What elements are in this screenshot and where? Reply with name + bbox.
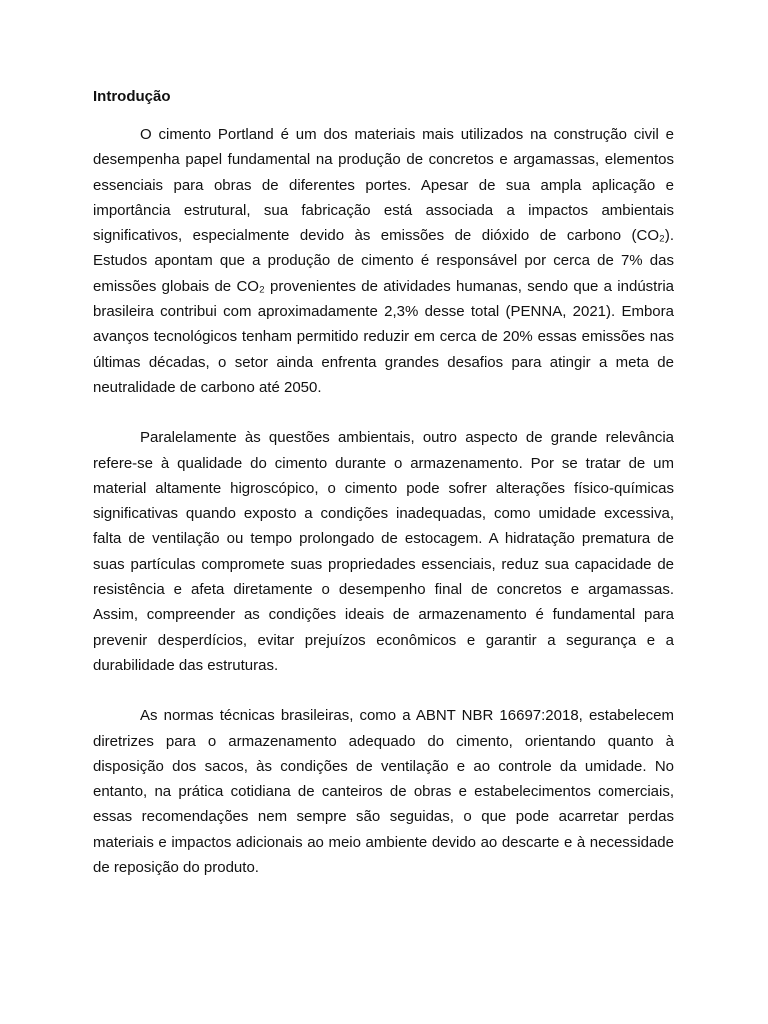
document-page: [93, 86, 674, 880]
paragraph-3: As normas técnicas brasileiras, como a ABNT NBR 16697:2018, estabelecem diretrizes para o armazenamento adequado do cimento, orientando quanto à disposição dos sacos, às condições de ventilação e ao controle da umidade. No entanto, na prática cotidiana de canteiros de obras e estabelecimentos comerciais, essas recomendações nem sempre são seguidas, o que pode acarretar perdas materiais e impactos adicionais ao meio ambiente devido ao descarte e à necessidade de reposição do produto.: [93, 707, 674, 877]
paragraph-2: Paralelamente às questões ambientais, outro aspecto de grande relevância refere-se à qualidade do cimento durante o armazenamento. Por se tratar de um material altamente higroscópico, o cimento pode sofrer alterações físico-químicas significativas quando exposto a condições inadequadas, como umidade excessiva, falta de ventilação ou tempo prolongado de estocagem. A hidratação prematura de suas partículas compromete suas propriedades essenciais, reduz sua capacidade de resistência e afeta diretamente o desempenho final de concretos e argamassas. Assim, compreender as condições ideais de armazenamento é fundamental para prevenir desperdícios, evitar prejuízos econômicos e garantir a segurança e a durabilidade das estruturas.: [93, 429, 674, 674]
section-heading: Introdução: [93, 88, 171, 105]
paragraph-1: O cimento Portland é um dos materiais mais utilizados na construção civil e desempenha papel fundamental na produção de concretos e argamassas, elementos essenciais para obras de diferentes portes. Apesar de sua ampla aplicação e importância estrutural, sua fabricação está associada a impactos ambientais significativos, especialmente devido às emissões de dióxido de carbono (CO₂). Estudos apontam que a produção de cimento é responsável por cerca de 7% das emissões globais de CO₂ provenientes de atividades humanas, sendo que a indústria brasileira contribui com aproximadamente 2,3% desse total (PENNA, 2021). Embora avanços tecnológicos tenham permitido reduzir em cerca de 20% essas emissões nas últimas décadas, o setor ainda enfrenta grandes desafios para atingir a meta de neutralidade de carbono até 2050.: [93, 126, 674, 396]
